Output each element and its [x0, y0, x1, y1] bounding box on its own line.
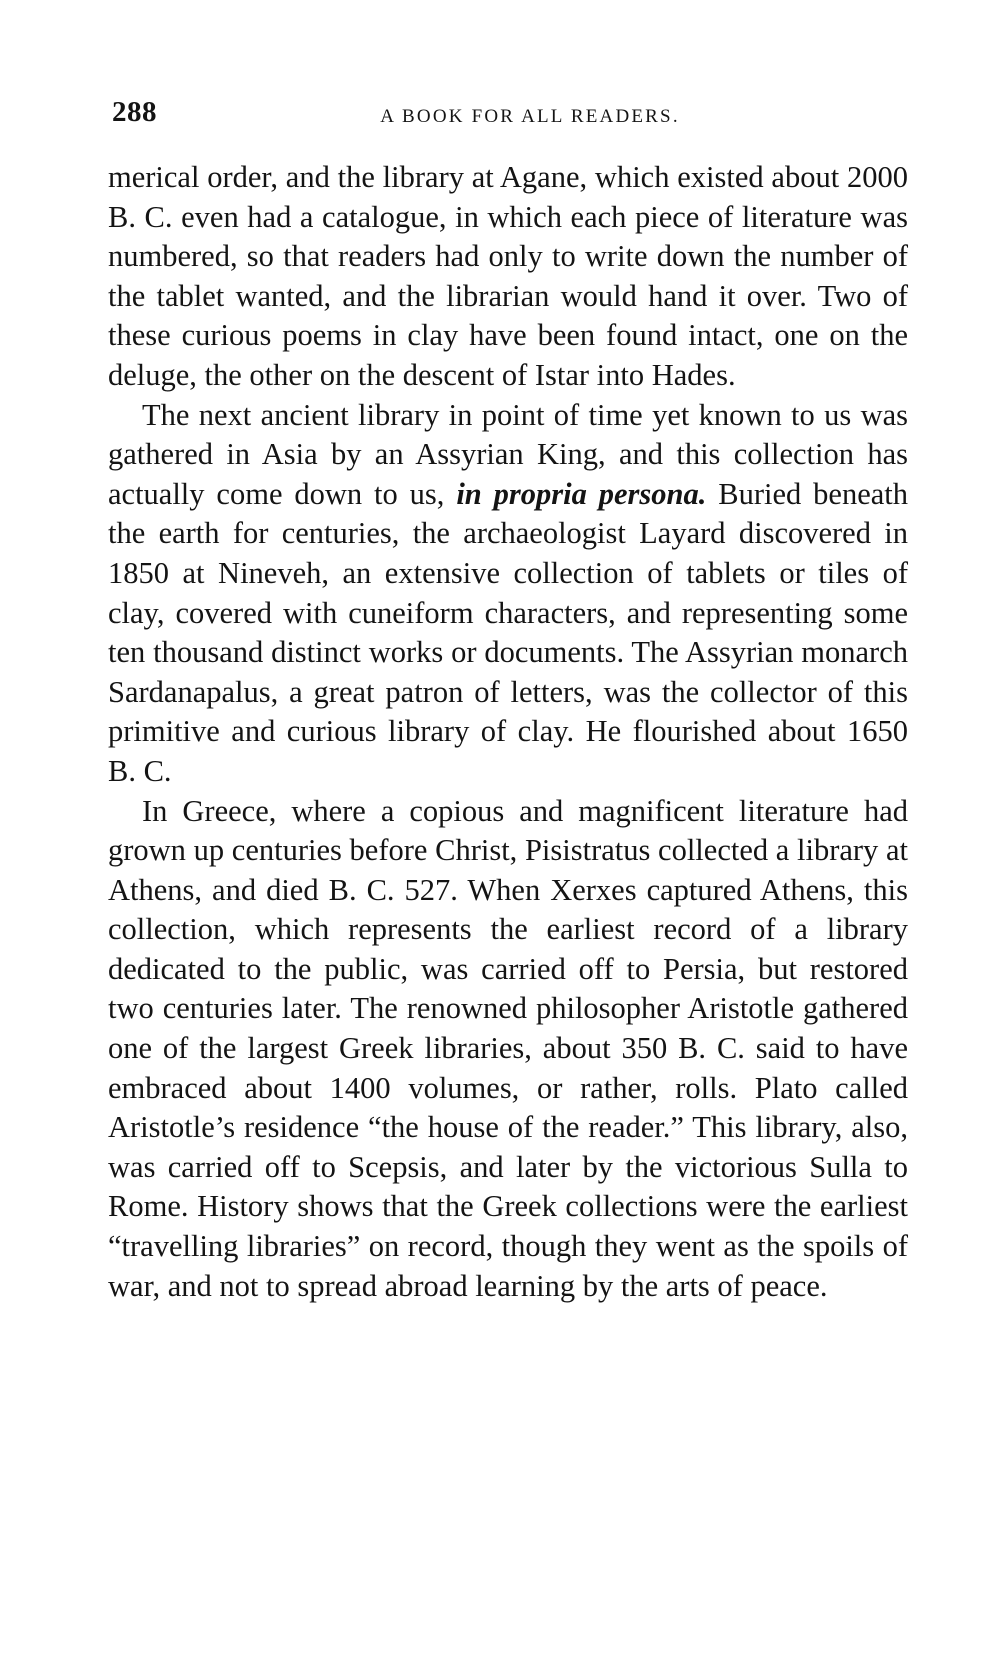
paragraph-assyrian-library [108, 396, 908, 792]
paragraph-continued: merical order, and the library at Agane, which existed about 2000 B. C. even had a catalogue, in which each piece of literature was numbered, so that readers had only to write down the number of the tablet wanted, and the librarian would hand it over. Two of these curious poems in clay have been found intact, one on the deluge, the other on the descent of Istar into Hades. [108, 160, 908, 392]
paragraph-greek-libraries: In Greece, where a copious and magnificent literature had grown up centuries before Christ, Pisistratus collected a library at Athens, and died B. C. 527. When Xerxes captured Athens, this collection, which represents the earliest record of a library dedicated to the public, was carried off to Persia, but restored two centuries later. The renowned philosopher Aristotle gathered one of the largest Greek libraries, about 350 B. C. said to have embraced about 1400 volumes, or rather, rolls. Plato called Aristotle’s residence “the house of the reader.” This library, also, was carried off to Scepsis, and later by the victorious Sulla to Rome. History shows that the Greek collections were the earliest “travelling libraries” on record, though they went as the spoils of war, and not to spread abroad learning by the arts of peace. [108, 793, 908, 1303]
paragraph-text-start: The next ancient library in point of time yet known to us was gathered in Asia by an Assyrian King, and this collection has actually come down to us, [108, 397, 908, 511]
body-text [108, 158, 908, 1306]
running-head: A BOOK FOR ALL READERS. [380, 106, 680, 127]
page-number: 288 [112, 96, 157, 128]
page-header [112, 96, 908, 136]
paragraph-text-end: Buried beneath the earth for centuries, the archaeologist Layard discovered in 1850 at Nineveh, an extensive collection of tablets or tiles of clay, covered with cuneiform characters, and representing some ten thousand distinct works or documents. The Assyrian monarch Sardanapalus, a great patron of letters, was the collector of this primitive and curious library of clay. He flourished about 1650 B. C. [108, 476, 909, 788]
italic-phrase: in propria persona. [456, 476, 707, 511]
